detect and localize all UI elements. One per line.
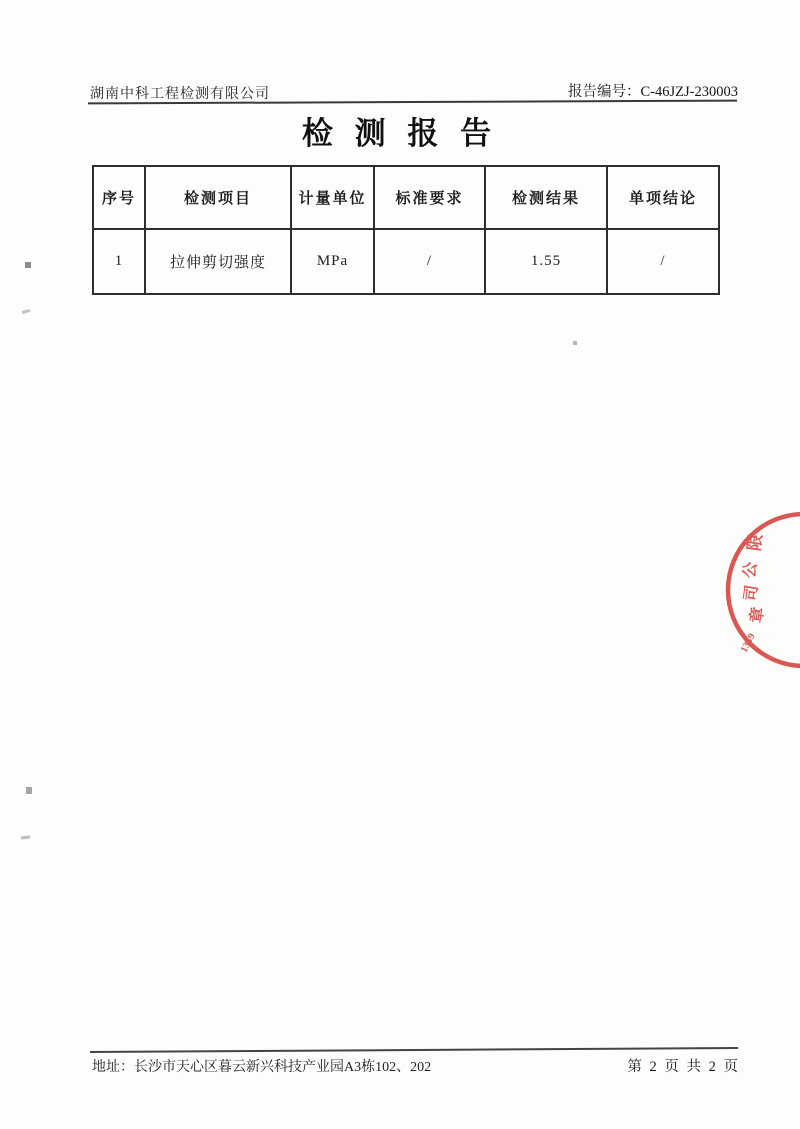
cell-seq: 1 (93, 229, 145, 294)
col-header-unit: 计量单位 (291, 166, 374, 229)
page-title: 检 测 报 告 (301, 116, 499, 151)
seal-char-2: 公 (741, 560, 761, 580)
company-name: 湖南中科工程检测有限公司 (90, 87, 270, 102)
cell-conclusion: / (607, 229, 719, 294)
seal-serial: 1339 (738, 631, 758, 655)
scan-artifact (25, 262, 31, 268)
scan-artifact (26, 787, 32, 794)
table-header-row (93, 166, 719, 229)
col-header-conclusion: 单项结论 (607, 166, 719, 229)
table-row (93, 229, 719, 294)
company-seal-icon (713, 500, 800, 680)
col-header-seq: 序号 (93, 166, 145, 229)
col-header-item: 检测项目 (145, 166, 291, 229)
col-header-result: 检测结果 (485, 166, 607, 229)
seal-char-1: 限 (744, 532, 766, 553)
footer-address: 地址：长沙市天心区暮云新兴科技产业园A3栋102、202 (92, 1060, 432, 1075)
seal-char-4: 章 (748, 605, 768, 625)
scan-artifact (22, 309, 31, 314)
cell-result: 1.55 (485, 229, 607, 294)
col-header-requirement: 标准要求 (374, 166, 485, 229)
scan-artifact (21, 835, 30, 839)
cell-item: 拉伸剪切强度 (145, 229, 291, 294)
scan-artifact (573, 341, 577, 345)
footer-page-number: 第 2 页 共 2 页 (627, 1059, 740, 1075)
cell-unit: MPa (291, 229, 374, 294)
footer-divider (90, 1047, 738, 1053)
cell-requirement: / (374, 229, 485, 294)
results-table (92, 165, 720, 295)
seal-char-3: 司 (742, 583, 762, 603)
report-number: 报告编号：C-46JZJ-230003 (568, 84, 738, 100)
